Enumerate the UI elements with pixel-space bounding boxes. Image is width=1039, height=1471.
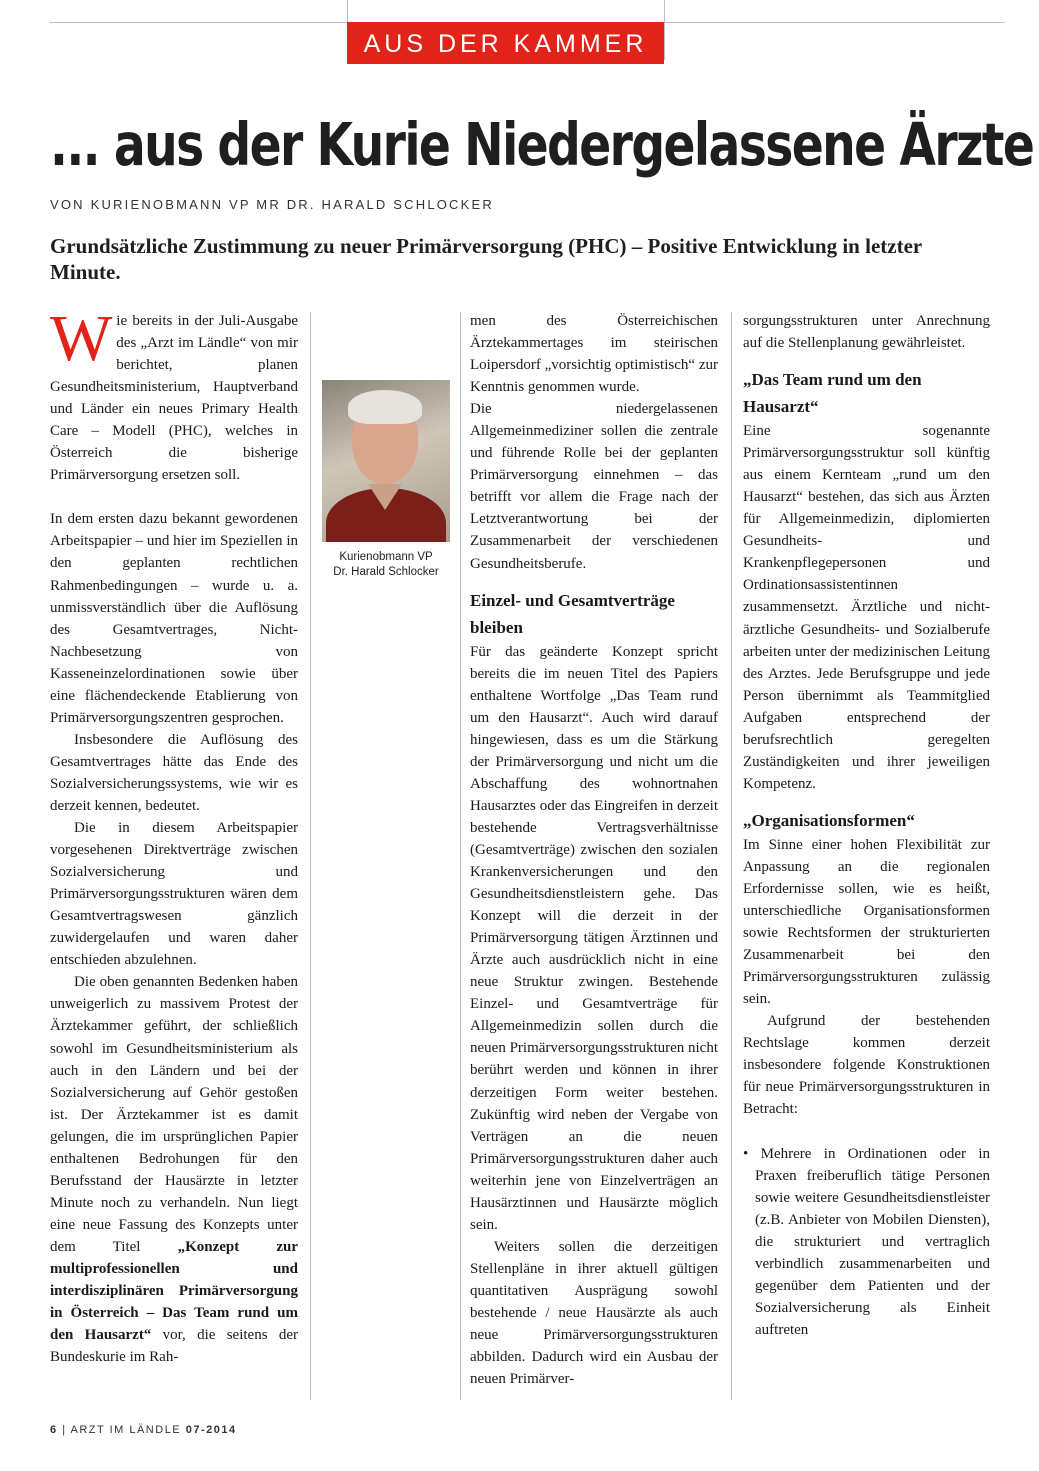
lead-paragraph: Grundsätzliche Zustimmung zu neuer Primärversorgung (PHC) – Positive Entwicklung in letzter Minute. [50,234,922,284]
column-rule [731,312,732,1400]
paragraph [50,302,298,486]
author-photo [322,380,450,542]
paragraph: Die in diesem Arbeitspapier vorgesehenen Direktverträge zwischen Sozialversicherung und Primärversorgungsstrukturen wären dem Gesamtvertragswesen gänzlich zuwidergelaufen und waren daher entschieden abzulehnen. [50,820,298,969]
author-photo-block [322,380,450,580]
column-2 [470,310,718,1390]
paragraph [50,971,298,1368]
page-number: 6 [50,1424,58,1436]
issue-number: 07-2014 [185,1424,237,1436]
subheading: Einzel- und Gesamtverträge bleiben [470,590,675,637]
paragraph: Aufgrund der bestehenden Rechtslage kommen derzeit insbesondere folgende Konstruktionen für neue Primärversorgungsstrukturen in Betracht: [743,1013,990,1118]
paragraph-text: ie bereits in der Juli-Ausgabe des „Arzt im Ländle“ von mir berichtet, planen Gesundheitsministerium, Hauptverband und Länder ein neues Primary Health Care – Modell (PHC), welches in Österreich die bisherige Primärversorgung ersetzen soll. [50,313,298,484]
column-rule [310,312,311,1400]
paragraph: Insbesondere die Auflösung des Gesamtvertrages hätte das Ende des Sozialversicherungssystems, wie wir es derzeit kennen, bedeutet. [50,731,298,814]
banner-rule-right [664,0,665,60]
headline: ... aus der Kurie Niedergelassene Ärzte [50,110,1034,179]
magazine-name: ARZT IM LÄNDLE [70,1424,182,1436]
column-rule [460,312,461,1400]
paragraph: Weiters sollen die derzeitigen Stellenpläne in ihrer aktuell gültigen quantitativen Ausprägung sowohl bestehende / neue Hausärzte als auch neue Primärversorgungsstrukturen abbilden. Dadurch wird ein Ausbau der neuen Primärver- [470,1238,718,1388]
paragraph: Für das geänderte Konzept spricht bereits die im neuen Titel des Papiers enthaltene Wortfolge „Das Team rund um den Hausarzt“. Auch wird darauf hingewiesen, dass es um die Stärkung der Primärversorgung und nicht um die Abschaffung des wohnortnahen Hausarztes oder das Eingreifen in derzeit bestehende Vertragsverhältnisse (Gesamtverträge) zwischen den sozialen Krankenversicherungen und den Gesundheitsdienstleistern gehe. Das Konzept will die derzeit in der Primärversorgung tätigen Ärztinnen und Ärzte auch ausdrücklich nicht in eine neue Struktur zwingen. Bestehende Einzel- und Gesamtverträge für Allgemeinmedizin sollen durch die neuen Primärversorgungsstrukturen nicht berührt werden und können in ihrer derzeitigen Form weiter bestehen. Zukünftig wird neben der Vergabe von Verträgen an die neuen Primärversorgungsstrukturen daher auch weiterhin jene von Einzelverträgen an Hausärztinnen und Hausärzte möglich sein. [470,643,719,1233]
drop-cap: W [50,302,113,375]
paragraph: Die niedergelassenen Allgemeinmediziner sollen die zentrale und führende Rolle bei der geplanten Primärversorgung einnehmen – das betrifft vor allem die Frage nach der Letztverantwortung bei der Zusammenarbeit der verschiedenen Gesundheitsberufe. [470,401,718,572]
photo-caption [322,550,450,580]
subheading: „Das Team rund um den Hausarzt“ [743,370,922,417]
paragraph-text: Die oben genannten Bedenken haben unweigerlich zu massivem Protest der Ärztekammer geführt, der schließlich sowohl im Gesundheitsministerium als auch in den Ländern und bei der Sozialversicherung auf Gehör gestoßen ist. Der Ärztekammer ist es damit gelungen, die im ursprünglichen Papier enthaltenen Bedrohungen für den Berufsstand der Hausärzte in letzter Minute noch zu verhandeln. Nun liegt eine neue Fassung des Konzepts unter dem Titel [50,974,298,1255]
column-1 [50,302,298,1368]
caption-line: Dr. Harald Schlocker [333,566,439,578]
section-banner: AUS DER KAMMER [347,22,664,64]
byline: VON KURIENOBMANN VP MR DR. HARALD SCHLOCKER [50,197,494,212]
concept-title: „Konzept zur multiprofessionellen und interdisziplinären Primärversorgung in Österreich – Das Team rund um den Hausarzt“ [50,1238,298,1344]
column-3 [743,310,990,1341]
caption-line: Kurienobmann VP [339,551,433,563]
footer-separator: | [62,1424,67,1436]
paragraph: Im Sinne einer hohen Flexibilität zur Anpassung an die regionalen Erfordernisse sollen, wie es heißt, unterschiedliche Organisationsformen sowie Rechtsformen der strukturierten Zusammenarbeit bei den Primärversorgungsstrukturen zulässig sein. [743,836,990,1008]
paragraph: Eine sogenannte Primärversorgungsstruktur soll künftig aus einem Kernteam „rund um den Hausarzt“ bestehen, das sich aus Ärzten für Allgemeinmedizin, diplomierten Gesundheits- und Krankenpflegepersonen und Ordinationsassistentinnen zusammensetzt. Ärztliche und nicht-ärztliche Gesundheits- und Sozialberufe arbeiten unter der medizinischen Leitung des Arztes. Jede Berufsgruppe und jede Person übernimmt als Teammitglied Aufgaben entsprechend der berufsrechtlich geregelten Zuständigkeiten und ihrer jeweiligen Kompetenz. [743,423,990,792]
paragraph: men des Österreichischen Ärztekammertages im steirischen Loipersdorf „vorsichtig optimistisch“ zur Kenntnis genommen wurde. [470,313,718,396]
list-item: • Mehrere in Ordinationen oder in Praxen freiberuflich tätige Personen sowie weitere Gesundheitsdienstleister (z.B. Anbieter von Mobilen Diensten), die strukturiert und vertraglich verbindlich zusammenarbeiten und gegenüber dem Patienten und der Sozialversicherung als Einheit auftreten [743,1145,990,1338]
page-footer [50,1424,237,1436]
paragraph: In dem ersten dazu bekannt gewordenen Arbeitspapier – und hier im Speziellen in den geplanten rechtlichen Rahmenbedingungen – wurde u. a. unmissverständlich über die Auflösung des Gesamtvertrages, Nicht-Nachbesetzung von Kasseneinzelordinationen sowie über eine flächendeckende Etablierung von Primärversorgungszentren gesprochen. [50,511,298,726]
subheading: „Organisationsformen“ [743,810,915,830]
paragraph: sorgungsstrukturen unter Anrechnung auf die Stellenplanung gewährleistet. [743,313,990,352]
paragraph-text: vor, die seitens der Bundeskurie im Rah- [50,1327,298,1366]
